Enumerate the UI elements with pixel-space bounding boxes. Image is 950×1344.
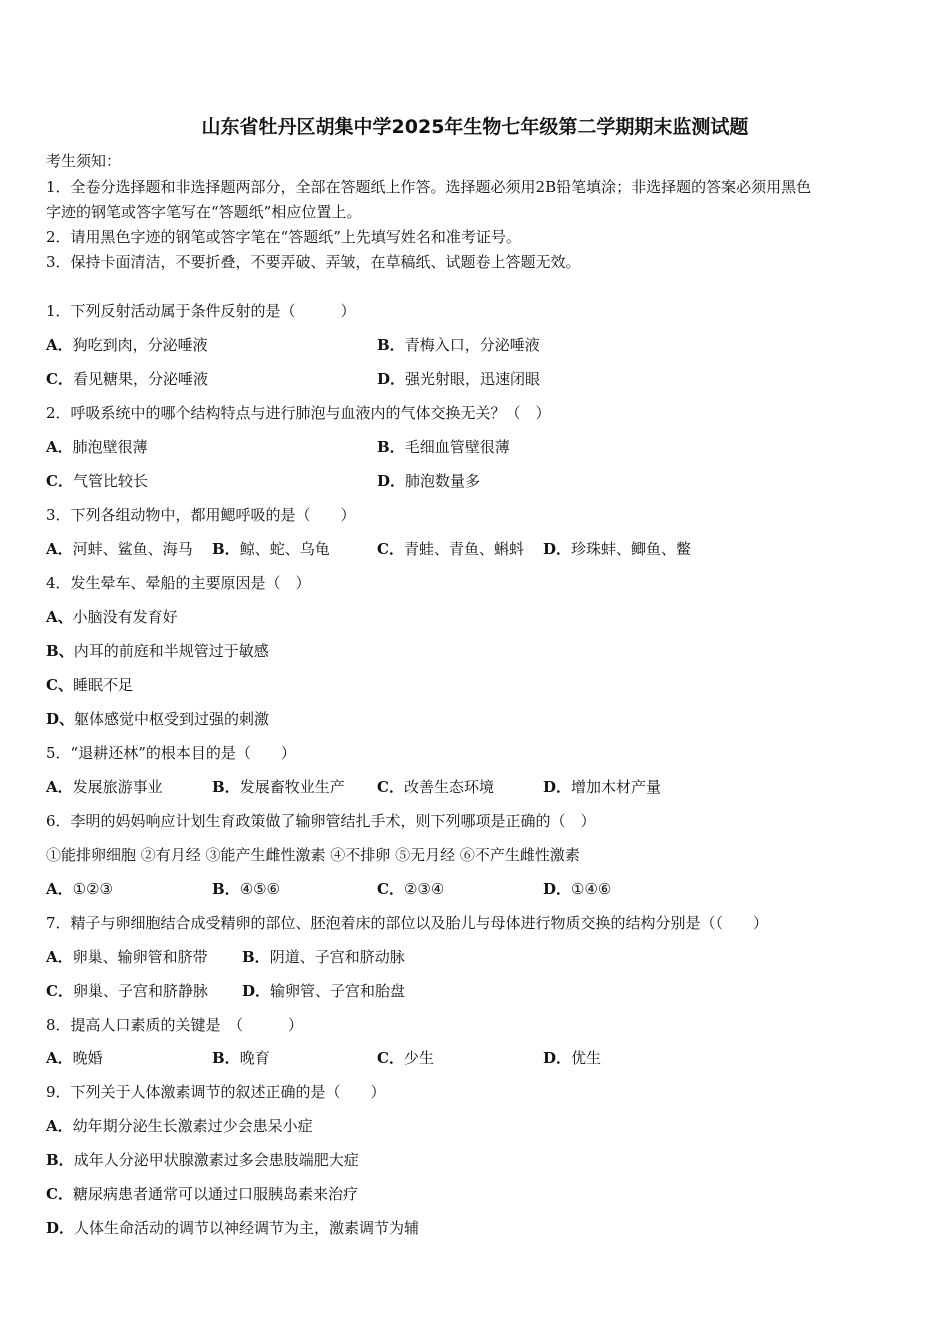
question-8-option-b[interactable]: [212, 1048, 270, 1068]
option-label: B．: [377, 336, 405, 354]
question-1-stem: 1．下列反射活动属于条件反射的是（ ）: [46, 302, 356, 320]
question-9-option-d[interactable]: [46, 1218, 419, 1238]
question-2-option-b[interactable]: [377, 437, 510, 457]
question-1-option-c[interactable]: [46, 369, 208, 389]
option-text: 河蚌、鲨鱼、海马: [72, 540, 193, 558]
question-7-option-a[interactable]: [46, 947, 208, 967]
option-label: A．: [46, 438, 73, 456]
question-7-option-b[interactable]: [242, 947, 405, 967]
option-label: D．: [543, 1049, 572, 1067]
notice-item-1: 1．全卷分选择题和非选择题两部分，全部在答题纸上作答。选择题必须用2B铅笔填涂；非选择题的答案必须用黑色: [46, 178, 812, 196]
question-5-option-c[interactable]: [377, 777, 494, 797]
option-label: A．: [46, 948, 73, 966]
option-label: A．: [46, 1049, 73, 1067]
option-label: D．: [543, 540, 572, 558]
question-1-option-b[interactable]: [377, 335, 540, 355]
option-text: 发展旅游事业: [72, 778, 163, 796]
option-label: C．: [46, 472, 73, 490]
option-text: 改善生态环境: [403, 778, 494, 796]
option-label: A．: [46, 540, 73, 558]
question-3-option-b[interactable]: [212, 539, 330, 559]
question-6-stem: 6．李明的妈妈响应计划生育政策做了输卵管结扎手术，则下列哪项是正确的（ ）: [46, 812, 596, 830]
page-title: 山东省牡丹区胡集中学2025年生物七年级第二学期期末监测试题: [201, 116, 749, 138]
option-label: B．: [212, 778, 240, 796]
option-text: 毛细血管壁很薄: [404, 438, 510, 456]
option-label: C．: [377, 540, 404, 558]
option-label: D．: [46, 1219, 75, 1237]
option-label: B．: [377, 438, 405, 456]
question-2-stem: 2．呼吸系统中的哪个结构特点与进行肺泡与血液内的气体交换无关？（ ）: [46, 404, 551, 422]
question-4-option-c[interactable]: [46, 675, 133, 695]
question-3-option-a[interactable]: [46, 539, 193, 559]
option-label: A．: [46, 778, 73, 796]
option-label: D．: [377, 472, 406, 490]
option-text: 睡眠不足: [72, 676, 133, 694]
option-text: 输卵管、子宫和胎盘: [270, 982, 406, 1000]
question-7-option-c[interactable]: [46, 981, 208, 1001]
option-text: ①④⑥: [571, 880, 612, 898]
option-text: 肺泡数量多: [405, 472, 481, 490]
question-6-statements: ①能排卵细胞 ②有月经 ③能产生雌性激素 ④不排卵 ⑤无月经 ⑥不产生雌性激素: [46, 846, 580, 864]
question-9-option-c[interactable]: [46, 1184, 358, 1204]
option-label: B．: [212, 540, 240, 558]
option-label: D．: [242, 982, 271, 1000]
option-text: 内耳的前庭和半规管过于敏感: [73, 642, 269, 660]
option-text: ②③④: [403, 880, 445, 898]
question-6-option-a[interactable]: [46, 879, 113, 899]
question-5-stem: 5．“退耕还林”的根本目的是（ ）: [46, 744, 296, 762]
question-9-option-b[interactable]: [46, 1150, 359, 1170]
option-text: 鲸、蛇、乌龟: [239, 540, 330, 558]
notice-heading: 考生须知：: [46, 152, 122, 170]
option-text: 肺泡壁很薄: [72, 438, 148, 456]
question-1-option-d[interactable]: [377, 369, 540, 389]
notice-item-1-cont: 字迹的钢笔或答字笔写在“答题纸”相应位置上。: [46, 203, 362, 221]
question-8-option-d[interactable]: [543, 1048, 601, 1068]
question-2-option-c[interactable]: [46, 471, 148, 491]
option-label: A．: [46, 1117, 73, 1135]
option-text: 珍珠蚌、鲫鱼、鳖: [571, 540, 692, 558]
option-text: 躯体感觉中枢受到过强的刺激: [74, 710, 270, 728]
option-text: 优生: [571, 1049, 602, 1067]
notice-item-2: 2．请用黑色字迹的钢笔或答字笔在“答题纸”上先填写姓名和准考证号。: [46, 228, 521, 246]
question-6-option-c[interactable]: [377, 879, 444, 899]
option-text: 卵巢、输卵管和脐带: [72, 948, 208, 966]
question-8-option-a[interactable]: [46, 1048, 103, 1068]
option-text: 晚婚: [72, 1049, 103, 1067]
option-label: B．: [212, 1049, 240, 1067]
option-text: 小脑没有发育好: [72, 608, 178, 626]
option-label: C．: [377, 1049, 404, 1067]
question-7-stem: 7．精子与卵细胞结合成受精卵的部位、胚泡着床的部位以及胎儿与母体进行物质交换的结构分别是（（ ）: [46, 914, 769, 932]
question-4-option-a[interactable]: [46, 607, 178, 627]
question-4-stem: 4．发生晕车、晕船的主要原因是（ ）: [46, 574, 311, 592]
option-label: D、: [46, 710, 75, 728]
question-8-stem: 8．提高人口素质的关键是 （ ）: [46, 1016, 304, 1034]
option-text: 强光射眼，迅速闭眼: [405, 370, 541, 388]
option-text: 糖尿病患者通常可以通过口服胰岛素来治疗: [72, 1185, 358, 1203]
option-label: D．: [377, 370, 406, 388]
option-label: A．: [46, 336, 73, 354]
option-label: C、: [46, 676, 73, 694]
option-text: ④⑤⑥: [239, 880, 281, 898]
option-label: C．: [377, 778, 404, 796]
option-label: A．: [46, 880, 73, 898]
option-text: 看见糖果，分泌唾液: [72, 370, 208, 388]
option-label: C．: [377, 880, 404, 898]
option-text: 发展畜牧业生产: [239, 778, 345, 796]
option-label: A、: [46, 608, 73, 626]
question-9-option-a[interactable]: [46, 1116, 313, 1136]
option-text: 青梅入口，分泌唾液: [404, 336, 540, 354]
option-text: 少生: [403, 1049, 434, 1067]
question-4-option-b[interactable]: [46, 641, 269, 661]
question-5-option-b[interactable]: [212, 777, 345, 797]
option-label: C．: [46, 982, 73, 1000]
option-text: 气管比较长: [72, 472, 148, 490]
question-9-stem: 9．下列关于人体激素调节的叙述正确的是（ ）: [46, 1083, 386, 1101]
option-label: B．: [242, 948, 270, 966]
option-label: B、: [46, 642, 74, 660]
option-text: 卵巢、子宫和脐静脉: [72, 982, 208, 1000]
question-6-option-d[interactable]: [543, 879, 611, 899]
question-6-option-b[interactable]: [212, 879, 280, 899]
option-text: 人体生命活动的调节以神经调节为主，激素调节为辅: [74, 1219, 420, 1237]
question-5-option-a[interactable]: [46, 777, 163, 797]
option-label: D．: [543, 778, 572, 796]
question-5-option-d[interactable]: [543, 777, 661, 797]
question-1-option-a[interactable]: [46, 335, 208, 355]
question-7-option-d[interactable]: [242, 981, 405, 1001]
question-2-option-a[interactable]: [46, 437, 148, 457]
question-4-option-d[interactable]: [46, 709, 269, 729]
question-8-option-c[interactable]: [377, 1048, 434, 1068]
question-2-option-d[interactable]: [377, 471, 480, 491]
question-3-stem: 3．下列各组动物中，都用鳃呼吸的是（ ）: [46, 506, 356, 524]
option-text: 青蛙、青鱼、蝌蚪: [403, 540, 524, 558]
option-label: B．: [212, 880, 240, 898]
notice-item-3: 3．保持卡面清洁，不要折叠，不要弄破、弄皱，在草稿纸、试题卷上答题无效。: [46, 253, 581, 271]
option-text: 成年人分泌甲状腺激素过多会患肢端肥大症: [73, 1151, 359, 1169]
option-text: ①②③: [72, 880, 113, 898]
option-text: 阴道、子宫和脐动脉: [269, 948, 405, 966]
option-label: C．: [46, 370, 73, 388]
option-label: C．: [46, 1185, 73, 1203]
option-text: 增加木材产量: [571, 778, 662, 796]
option-text: 晚育: [239, 1049, 270, 1067]
option-label: B．: [46, 1151, 74, 1169]
option-text: 幼年期分泌生长激素过少会患呆小症: [72, 1117, 313, 1135]
option-label: D．: [543, 880, 572, 898]
option-text: 狗吃到肉，分泌唾液: [72, 336, 208, 354]
question-3-option-c[interactable]: [377, 539, 524, 559]
question-3-option-d[interactable]: [543, 539, 691, 559]
